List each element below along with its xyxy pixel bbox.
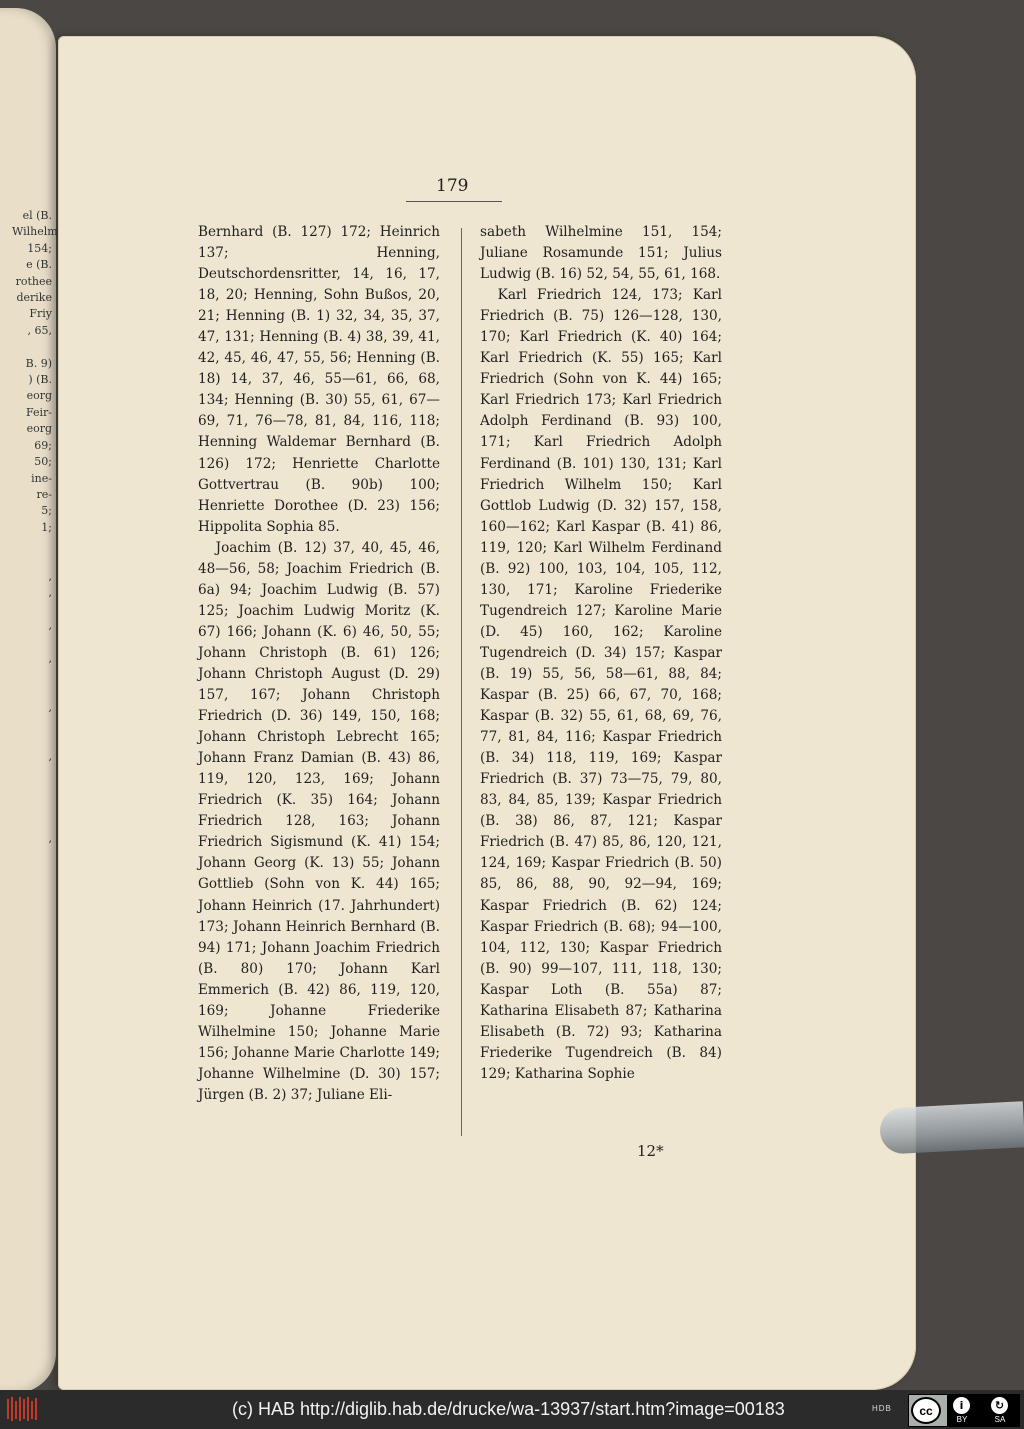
left-page-fragment: e (B.	[26, 258, 52, 272]
left-page-fragment: rothee	[15, 274, 52, 288]
index-paragraph: Karl Friedrich 124, 173; Karl Friedrich (B. 75) 126—128, 130, 170; Karl Friedrich (K. 40) 164; Karl Friedrich (K. 55) 165; Karl Friedrich (Sohn von K. 44) 165; Karl Friedrich 173; Karl Friedrich Adolph Ferdinand (B. 93) 100, 171; Karl Friedrich Adolph Ferdinand (B. 101) 130, 131; Karl Friedrich Wilhelm 150; Karl Gottlob Ludwig (D. 32) 157, 158, 160—162; Karl Kaspar (B. 41) 86, 119, 120; Karl Wilhelm Ferdinand (B. 92) 100, 103, 104, 105, 112, 130, 171; Karoline Friederike Tugendreich 127; Karoline Marie (D. 45) 160, 162; Karoline Tugendreich (D. 34) 157; Kaspar (B. 19) 55, 56, 58—61, 88, 84; Kaspar (B. 25) 66, 67, 70, 168; Kaspar (B. 32) 55, 61, 68, 69, 76, 77, 81, 84, 116; Kaspar Friedrich (B. 34) 118, 119, 169; Kaspar Friedrich (B. 37) 73—75, 79, 80, 83, 84, 85, 139; Kaspar Friedrich (B. 38) 86, 87, 121; Kaspar Friedrich (B. 47) 85, 86, 120, 121, 124, 169; Kaspar Friedrich (B. 50) 85, 86, 88, 90, 92—94, 169; Kaspar Friedrich (B. 62) 124; Kaspar Friedrich (B. 68); 94—100, 104, 112, 130; Kaspar Friedrich (B. 90) 99—107, 111, 118, 130; Kaspar Loth (B. 55a) 87; Katharina Elisabeth 87; Katharina Elisabeth (B. 72) 93; Katharina Friederike Tugendreich (B. 84) 129; Katharina Sophie	[480, 287, 722, 1082]
left-page-fragment: Friy	[29, 307, 52, 321]
left-page-edge	[0, 8, 56, 1393]
left-page-fragment: ,	[48, 651, 52, 665]
header-rule	[406, 201, 502, 202]
left-page-fragment: , 65,	[27, 323, 52, 337]
left-page-fragment: ,	[48, 619, 52, 633]
index-paragraph: Joachim (B. 12) 37, 40, 45, 46, 48—56, 58; Joachim Friedrich (B. 6a) 94; Joachim Ludwig (B. 57) 125; Joachim Ludwig Moritz (K. 67) 166; Johann (K. 6) 46, 50, 55; Johann Christoph (B. 61) 126; Johann Christoph August (D. 29) 157, 167; Johann Christoph Friedrich (D. 36) 149, 150, 168; Johann Christoph Lebrecht 165; Johann Franz Damian (B. 43) 86, 119, 120, 123, 169; Johann Friedrich (K. 35) 164; Johann Friedrich 128, 163; Johann Friedrich Sigismund (K. 41) 154; Johann Georg (K. 13) 55; Johann Gottlieb (Sohn von K. 44) 165; Johann Heinrich (17. Jahrhundert) 173; Johann Heinrich Bernhard (B. 94) 171; Johann Joachim Friedrich (B. 80) 170; Johann Karl Emmerich (B. 42) 86, 119, 120, 169; Johanne Friederike Wilhelmine 150; Johanne Marie 156; Johanne Marie Charlotte 149; Johanne Wilhelmine (D. 30) 157; Jürgen (B. 2) 37; Juliane Eli-	[198, 539, 440, 1103]
left-page-fragment	[12, 815, 52, 831]
page-number: 179	[436, 176, 469, 196]
left-page-fragment	[12, 635, 52, 651]
left-page-fragment: eorg	[26, 422, 52, 436]
license-by-label: BY	[956, 1415, 968, 1424]
left-page-fragment	[12, 766, 52, 782]
left-page-fragment: 154;	[27, 241, 52, 255]
left-page-fragment: re-	[36, 487, 52, 501]
attribution-icon: i	[953, 1397, 970, 1414]
left-page-fragment: ) (B.	[28, 373, 52, 387]
left-page-fragment	[12, 536, 52, 552]
footer-small-mark: HDB	[872, 1404, 892, 1413]
share-alike-icon: ↻	[991, 1397, 1008, 1414]
footer-bar	[0, 1390, 1024, 1429]
page-holder-clip	[879, 1101, 1024, 1154]
hab-barcode-logo-icon	[6, 1395, 40, 1423]
left-page-fragment	[12, 717, 52, 733]
left-page-fragment: Wilhelm	[12, 225, 58, 239]
left-page-fragment	[12, 799, 52, 815]
left-page-fragment	[12, 602, 52, 618]
left-page-fragment: ine-	[31, 471, 52, 485]
left-page-fragment	[12, 733, 52, 749]
left-page-fragment: el (B.	[22, 209, 52, 222]
left-page-fragment	[12, 339, 52, 355]
left-page-fragment: ,	[48, 569, 52, 583]
footer-credit-link[interactable]: (c) HAB http://diglib.hab.de/drucke/wa-13937/start.htm?image=00183	[232, 1399, 785, 1419]
index-column-left	[198, 222, 440, 1106]
left-page-fragment: 1;	[41, 520, 52, 534]
index-paragraph: Bernhard (B. 127) 172; Heinrich 137; Henning, Deutschordensritter, 14, 16, 17, 18, 20; Henning, Sohn Bußos, 20, 21; Henning (B. 1) 32, 34, 35, 37, 47, 131; Henning (B. 4) 38, 39, 41, 42, 45, 46, 47, 55, 56; Henning (B. 18) 14, 37, 46, 55—61, 66, 68, 134; Henning (B. 30) 55, 61, 67—69, 71, 76—78, 81, 84, 116, 118; Henning Waldemar Bernhard (B. 126) 172; Henriette Charlotte Gottvertrau (B. 90b) 100; Henriette Dorothee (D. 23) 156; Hippolita Sophia 85.	[198, 224, 440, 535]
left-page-fragment	[12, 553, 52, 569]
left-page-fragment: derike	[16, 291, 52, 305]
left-page-fragment	[12, 684, 52, 700]
left-page-fragment: B. 9)	[25, 356, 52, 370]
left-page-fragment: ,	[48, 701, 52, 715]
left-page-fragment: 50;	[34, 455, 52, 469]
cc-icon: cc	[911, 1397, 941, 1424]
cc-license-badge[interactable]	[908, 1394, 1020, 1427]
left-page-fragment: ,	[48, 750, 52, 764]
left-page-fragment	[12, 667, 52, 683]
left-page-fragments	[12, 208, 58, 848]
left-page-fragment: 5;	[41, 504, 52, 518]
left-page-fragment	[12, 782, 52, 798]
index-column-right	[480, 222, 722, 1085]
left-page-fragment: 69;	[34, 438, 52, 452]
license-terms	[947, 1395, 1019, 1426]
left-page-fragment: ,	[48, 832, 52, 846]
license-sa-label: SA	[994, 1415, 1006, 1424]
index-paragraph: sabeth Wilhelmine 151, 154; Juliane Rosamunde 151; Julius Ludwig (B. 16) 52, 54, 55, 61, 168.	[480, 224, 722, 283]
column-divider	[461, 228, 462, 1136]
left-page-fragment: Feir-	[25, 405, 52, 419]
left-page-fragment: ,	[48, 586, 52, 600]
left-page-fragment: eorg	[26, 389, 52, 403]
signature-mark: 12*	[637, 1142, 664, 1160]
